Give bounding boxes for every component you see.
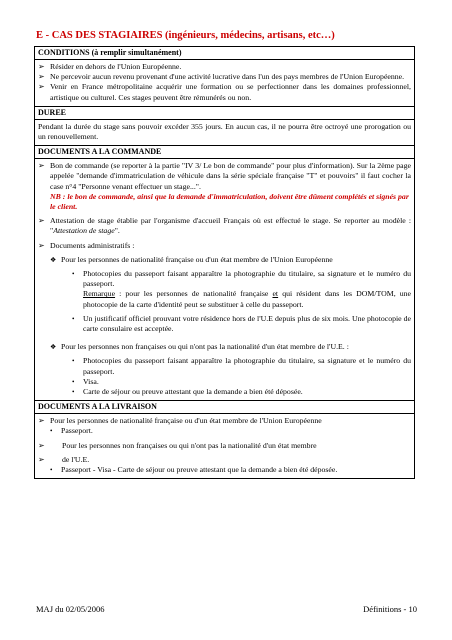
arrow-bullet-icon: ➢	[38, 161, 45, 171]
list-item	[38, 314, 411, 334]
group2-visa: Visa.	[83, 376, 99, 386]
group2-photocopie: Photocopies du passeport faisant apparaître la photographie du titulaire, sa signature et le numéro du passeport.	[83, 356, 411, 376]
list-item	[38, 82, 411, 102]
livraison-item1-sub: Passeport.	[61, 426, 93, 436]
duree-text: Pendant la durée du stage sans pouvoir excéder 355 jours. En aucun cas, il ne pourra être octroyé une prorogation ou un renouvellement.	[34, 120, 415, 146]
livraison-section	[34, 414, 415, 479]
dot-bullet-icon: •	[50, 427, 53, 436]
list-item	[38, 455, 411, 465]
list-item	[38, 416, 411, 426]
arrow-bullet-icon: ➢	[38, 62, 45, 71]
arrow-bullet-icon: ➢	[38, 216, 45, 226]
list-item	[38, 377, 411, 387]
diamond-bullet-icon: ❖	[50, 343, 57, 352]
livraison-heading: DOCUMENTS A LA LIVRAISON	[34, 401, 415, 414]
condition-text: Ne percevoir aucun revenu provenant d'une activité lucrative dans l'un des pays membres de l'Union Européenne.	[50, 72, 405, 82]
list-item	[38, 356, 411, 376]
dot-bullet-icon: •	[72, 314, 75, 323]
list-item	[38, 216, 411, 236]
list-item	[38, 426, 411, 436]
group1-photocopie: Photocopies du passeport faisant apparaître la photographie du titulaire, sa signature et le numéro du passeport.	[83, 269, 411, 289]
diamond-bullet-icon: ❖	[50, 255, 57, 264]
group2-carte: Carte de séjour ou preuve attestant que la demande a bien été déposée.	[83, 387, 303, 397]
list-item	[38, 342, 411, 352]
remarque-text: Remarque : pour les personnes de nationalité française et qui résident dans les DOM/TOM, une photocopie de la carte d'identité peut se substituer à celle du passeport.	[83, 289, 411, 309]
livraison-item3-sub: Passeport - Visa - Carte de séjour ou preuve attestant que la demande a bien été déposée.	[61, 465, 338, 475]
arrow-bullet-icon: ➢	[38, 440, 45, 450]
dot-bullet-icon: •	[72, 357, 75, 366]
dot-bullet-icon: •	[50, 466, 53, 475]
duree-heading: DUREE	[34, 107, 415, 120]
list-item	[38, 465, 411, 475]
nb-note: NB : le bon de commande, ainsi que la demande d'immatriculation, doivent être dûment complétés et signés par le client.	[50, 191, 409, 212]
group1-label: Pour les personnes de nationalité française ou d'un état membre de l'Union Européenne	[61, 254, 333, 264]
list-item	[38, 387, 411, 397]
list-item	[38, 441, 411, 451]
list-item	[38, 62, 411, 72]
page-footer	[36, 604, 417, 614]
list-item	[38, 255, 411, 265]
arrow-bullet-icon: ➢	[38, 240, 45, 250]
dot-bullet-icon: •	[72, 377, 75, 386]
list-item	[38, 269, 411, 310]
dot-bullet-icon: •	[72, 270, 75, 279]
arrow-bullet-icon: ➢	[38, 72, 45, 82]
livraison-item1: Pour les personnes de nationalité française ou d'un état membre de l'Union Européenne	[50, 416, 322, 426]
list-item	[38, 241, 411, 251]
arrow-bullet-icon: ➢	[38, 82, 45, 92]
livraison-item2: Pour les personnes non françaises ou qui n'ont pas la nationalité d'un état membre	[62, 440, 317, 450]
conditions-section	[34, 60, 415, 107]
dot-bullet-icon: •	[72, 388, 75, 397]
footer-page-number: Définitions - 10	[363, 604, 417, 614]
document-body	[34, 46, 415, 479]
footer-date: MAJ du 02/05/2006	[36, 604, 105, 614]
admin-docs-text: Documents administratifs :	[50, 240, 135, 250]
commande-section	[34, 159, 415, 401]
list-item	[38, 72, 411, 82]
condition-text: Résider en dehors de l'Union Européenne.	[50, 62, 182, 71]
conditions-heading: CONDITIONS (à remplir simultanément)	[34, 46, 415, 60]
commande-heading: DOCUMENTS A LA COMMANDE	[34, 146, 415, 159]
livraison-item3: de l'U.E.	[62, 454, 90, 464]
bon-de-commande-text: Bon de commande (se reporter à la partie "IV 3/ Le bon de commande" pour plus d'information). Sur la 2ème page appelée "demande d'immatriculation de véhicule dans la série spéciale française "T" et pouvoirs" il faut cocher la case n°4 "Personne venant effectuer un stage...".	[50, 161, 411, 191]
arrow-bullet-icon: ➢	[38, 416, 45, 426]
condition-text: Venir en France métropolitaine acquérir une formation ou se perfectionner dans les domaines professionnel, artistique ou culturel. Ces stages peuvent être rémunérés ou non.	[50, 82, 411, 102]
group2-label: Pour les personnes non françaises ou qui n'ont pas la nationalité d'un état membre de l'U.E. :	[61, 342, 349, 352]
list-item	[38, 161, 411, 192]
attestation-model-link: Attestation de stage	[53, 226, 115, 236]
arrow-bullet-icon: ➢	[38, 454, 45, 464]
attestation-text: Attestation de stage établie par l'organisme d'accueil Français où est effectué le stage. Se reporter au modèle : "Attestation de stage".	[50, 216, 411, 236]
group1-justificatif: Un justificatif officiel prouvant votre résidence hors de l'U.E depuis plus de six mois. Une photocopie de carte consulaire est acceptée.	[83, 313, 411, 334]
page-title: E - CAS DES STAGIAIRES (ingénieurs, médecins, artisans, etc…)	[36, 30, 335, 41]
